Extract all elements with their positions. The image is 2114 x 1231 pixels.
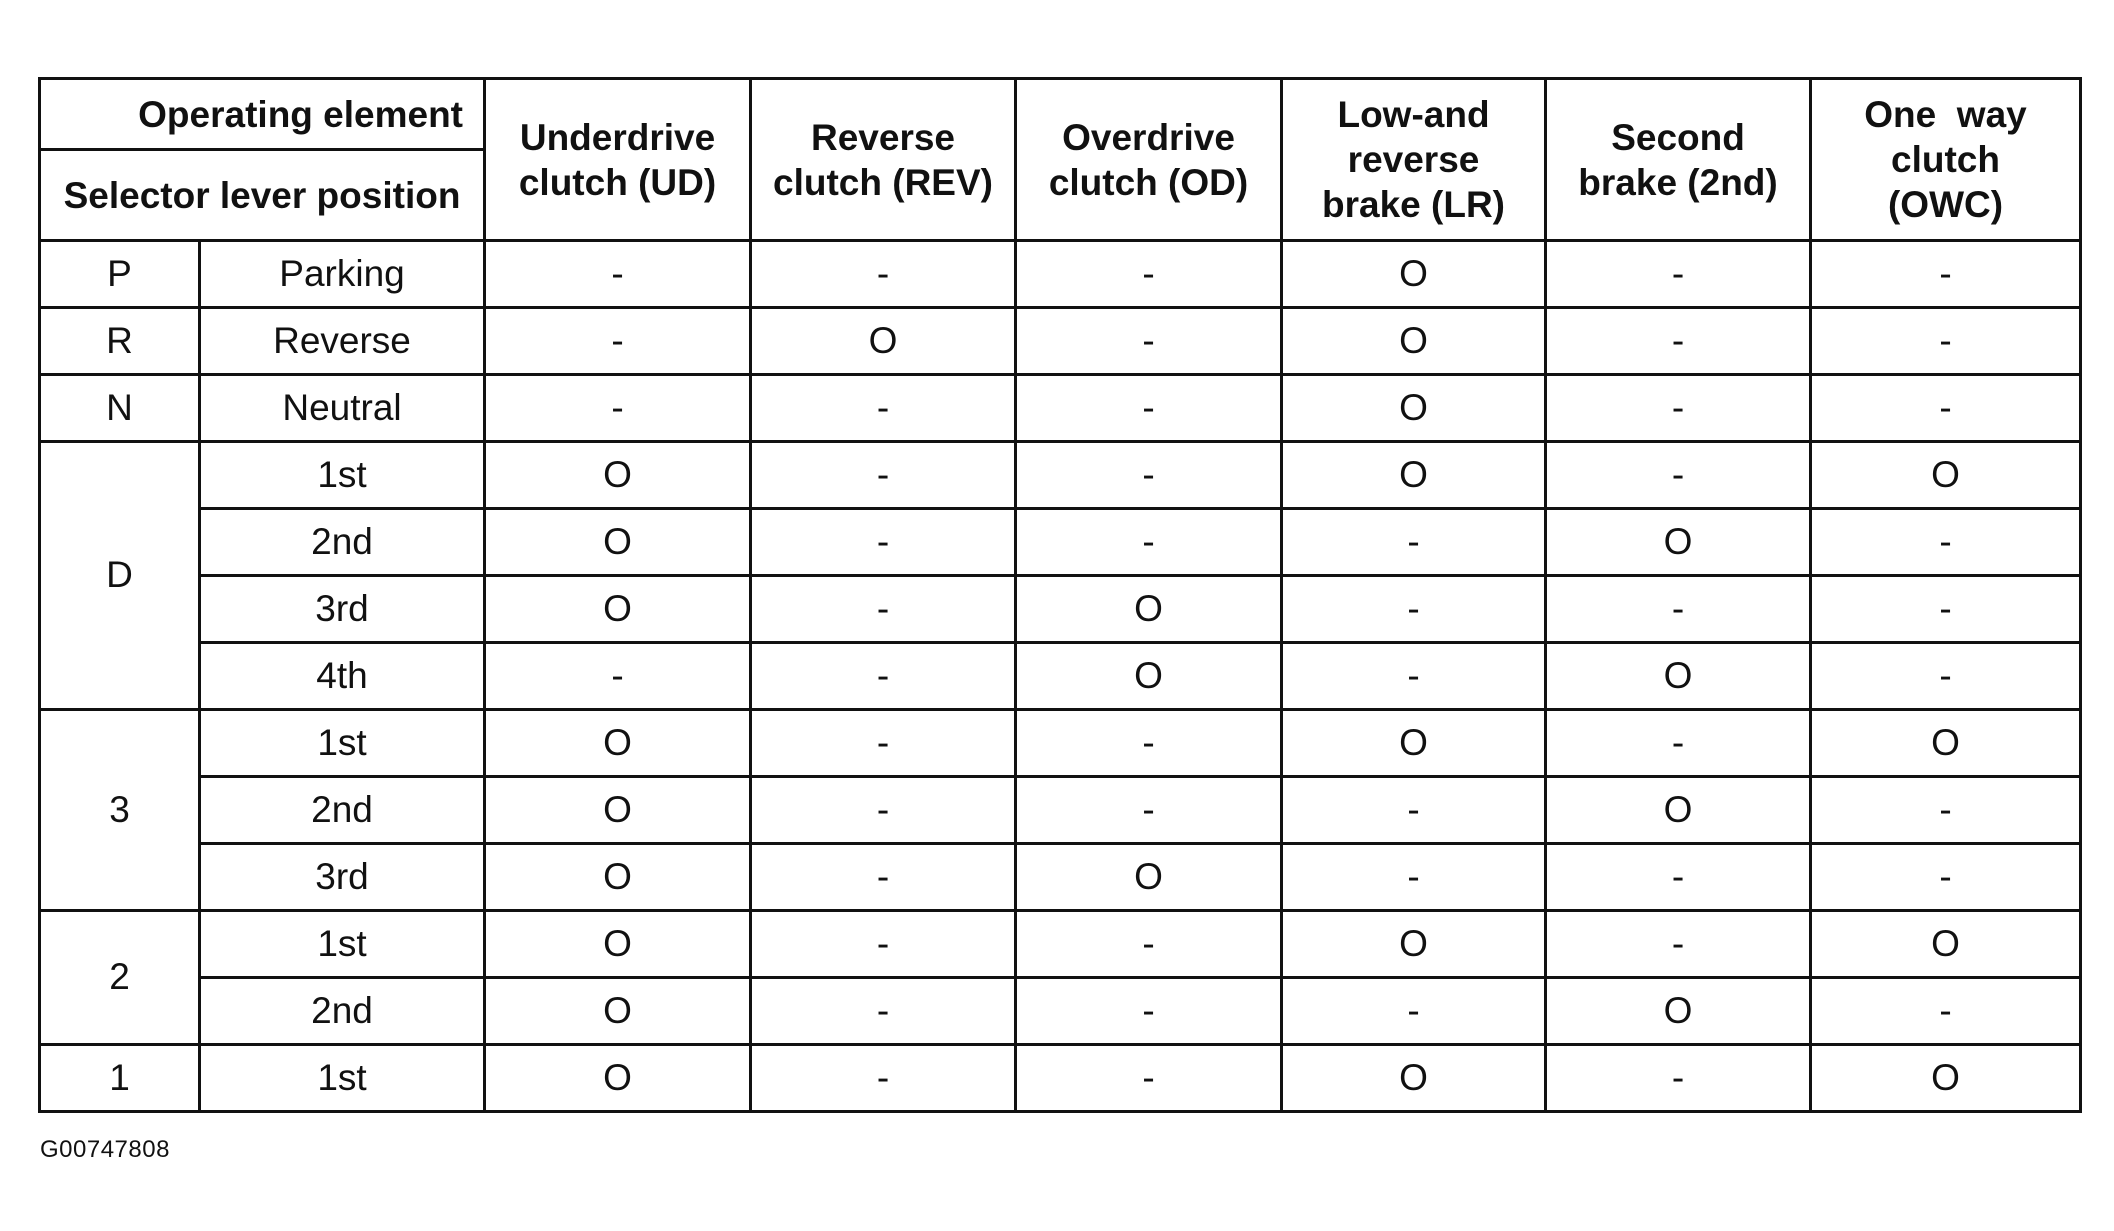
engagement-mark-cell: - [751, 844, 1016, 911]
table-row [40, 911, 2081, 978]
engagement-mark-cell: - [1811, 241, 2081, 308]
engagement-mark-cell: O [1811, 442, 2081, 509]
selector-position-cell: P [40, 241, 200, 308]
range-label-cell: 2nd [200, 509, 485, 576]
engagement-mark-cell: - [1546, 375, 1811, 442]
table-row [40, 576, 2081, 643]
range-label-cell: 1st [200, 1045, 485, 1112]
engagement-mark-cell: O [485, 710, 751, 777]
engagement-mark-cell: O [1016, 576, 1282, 643]
column-header-line: clutch (UD) [518, 161, 717, 203]
engagement-mark-cell: O [1282, 710, 1546, 777]
engagement-mark-cell: O [485, 576, 751, 643]
column-header-line: (OWC) [1887, 184, 2004, 225]
engagement-mark-cell: - [1811, 844, 2081, 911]
column-header-2nd [1546, 79, 1811, 241]
engagement-mark-cell: - [751, 1045, 1016, 1112]
engagement-mark-cell: - [1282, 844, 1546, 911]
selector-position-cell: 3 [40, 710, 200, 911]
column-header-line: reverse [1347, 139, 1480, 180]
table-row [40, 710, 2081, 777]
engagement-mark-cell: O [1282, 442, 1546, 509]
column-header-line: Reverse [811, 116, 956, 158]
engagement-mark-cell: - [1811, 308, 2081, 375]
engagement-mark-cell: - [1811, 643, 2081, 710]
table-row [40, 375, 2081, 442]
engagement-mark-cell: - [1282, 777, 1546, 844]
engagement-mark-cell: O [1811, 911, 2081, 978]
column-header-od [1016, 79, 1282, 241]
engagement-mark-cell: - [1016, 777, 1282, 844]
column-header-line: Overdrive [1062, 116, 1235, 158]
table-row [40, 978, 2081, 1045]
engagement-mark-cell: O [485, 844, 751, 911]
engagement-mark-cell: - [1546, 710, 1811, 777]
engagement-mark-cell: O [1546, 777, 1811, 844]
column-header-line: clutch (OD) [1048, 161, 1249, 203]
column-header-line: brake (LR) [1322, 184, 1505, 225]
engagement-mark-cell: O [1546, 643, 1811, 710]
engagement-mark-cell: O [1811, 1045, 2081, 1112]
range-label-cell: 3rd [200, 844, 485, 911]
engagement-mark-cell: - [1016, 911, 1282, 978]
operating-element-table [38, 77, 2082, 1113]
range-label-cell: 1st [200, 911, 485, 978]
table-header [40, 79, 2081, 241]
table-row [40, 308, 2081, 375]
engagement-mark-cell: - [1811, 576, 2081, 643]
engagement-mark-cell: - [1811, 978, 2081, 1045]
range-label-cell: 3rd [200, 576, 485, 643]
engagement-mark-cell: - [1282, 509, 1546, 576]
column-header-line: clutch (REV) [773, 161, 993, 203]
engagement-mark-cell: O [1546, 509, 1811, 576]
engagement-mark-cell: - [751, 911, 1016, 978]
engagement-mark-cell: - [485, 375, 751, 442]
engagement-mark-cell: O [751, 308, 1016, 375]
engagement-mark-cell: - [1546, 241, 1811, 308]
engagement-mark-cell: O [1546, 978, 1811, 1045]
engagement-mark-cell: - [1811, 509, 2081, 576]
engagement-mark-cell: - [1811, 375, 2081, 442]
engagement-mark-cell: - [1016, 308, 1282, 375]
engagement-mark-cell: - [751, 509, 1016, 576]
engagement-mark-cell: O [485, 777, 751, 844]
engagement-mark-cell: O [1016, 844, 1282, 911]
engagement-mark-cell: - [485, 643, 751, 710]
range-label-cell: 4th [200, 643, 485, 710]
range-label-cell: 2nd [200, 978, 485, 1045]
column-header-line: brake (2nd) [1578, 161, 1778, 203]
engagement-mark-cell: - [1546, 911, 1811, 978]
engagement-mark-cell: - [751, 978, 1016, 1045]
engagement-mark-cell: - [1811, 777, 2081, 844]
engagement-mark-cell: - [1546, 576, 1811, 643]
engagement-mark-cell: - [751, 375, 1016, 442]
column-header-ud [485, 79, 751, 241]
column-header-line: clutch [1891, 139, 2000, 180]
engagement-mark-cell: - [751, 643, 1016, 710]
engagement-mark-cell: - [1016, 442, 1282, 509]
engagement-mark-cell: O [1282, 1045, 1546, 1112]
table-row [40, 509, 2081, 576]
column-header-lr [1282, 79, 1546, 241]
engagement-mark-cell: O [485, 1045, 751, 1112]
table-row [40, 241, 2081, 308]
engagement-mark-cell: O [1282, 241, 1546, 308]
column-header-rev [751, 79, 1016, 241]
selector-position-cell: N [40, 375, 200, 442]
engagement-mark-cell: O [1282, 911, 1546, 978]
engagement-mark-cell: - [485, 241, 751, 308]
table-row [40, 1045, 2081, 1112]
selector-position-cell: R [40, 308, 200, 375]
engagement-mark-cell: - [1016, 1045, 1282, 1112]
range-label-cell: 1st [200, 710, 485, 777]
engagement-mark-cell: - [1546, 308, 1811, 375]
engagement-mark-cell: - [751, 576, 1016, 643]
engagement-mark-cell: - [751, 710, 1016, 777]
column-header-line: Low-and [1337, 94, 1490, 135]
engagement-mark-cell: - [1016, 978, 1282, 1045]
engagement-mark-cell: - [751, 442, 1016, 509]
engagement-mark-cell: - [1016, 375, 1282, 442]
engagement-mark-cell: - [485, 308, 751, 375]
engagement-mark-cell: - [1282, 576, 1546, 643]
table-row [40, 844, 2081, 911]
engagement-mark-cell: O [1811, 710, 2081, 777]
selector-position-cell: D [40, 442, 200, 710]
engagement-mark-cell: O [1282, 308, 1546, 375]
selector-position-cell: 2 [40, 911, 200, 1045]
column-header-line: Underdrive [519, 116, 716, 158]
engagement-mark-cell: - [1546, 1045, 1811, 1112]
engagement-mark-cell: - [1016, 509, 1282, 576]
selector-position-cell: 1 [40, 1045, 200, 1112]
table-row [40, 777, 2081, 844]
column-header-line: Second [1611, 116, 1745, 158]
engagement-mark-cell: O [485, 911, 751, 978]
engagement-mark-cell: O [485, 509, 751, 576]
engagement-mark-cell: - [1546, 442, 1811, 509]
engagement-mark-cell: O [485, 442, 751, 509]
engagement-mark-cell: - [1016, 710, 1282, 777]
engagement-mark-cell: - [1282, 978, 1546, 1045]
table-row [40, 643, 2081, 710]
figure-id: G00747808 [40, 1136, 170, 1163]
engagement-mark-cell: - [751, 777, 1016, 844]
column-header-owc [1811, 79, 2081, 241]
engagement-mark-cell: - [1546, 844, 1811, 911]
engagement-mark-cell: O [485, 978, 751, 1045]
range-label-cell: 2nd [200, 777, 485, 844]
range-label-cell: Neutral [200, 375, 485, 442]
table-row [40, 442, 2081, 509]
range-label-cell: Reverse [200, 308, 485, 375]
engagement-mark-cell: - [751, 241, 1016, 308]
operating-element-header: Operating element [40, 79, 485, 150]
selector-lever-position-header: Selector lever position [40, 150, 485, 241]
column-header-line: One way [1864, 94, 2027, 135]
range-label-cell: 1st [200, 442, 485, 509]
engagement-mark-cell: - [1282, 643, 1546, 710]
engagement-mark-cell: O [1016, 643, 1282, 710]
engagement-mark-cell: O [1282, 375, 1546, 442]
table-body [40, 241, 2081, 1112]
engagement-mark-cell: - [1016, 241, 1282, 308]
range-label-cell: Parking [200, 241, 485, 308]
